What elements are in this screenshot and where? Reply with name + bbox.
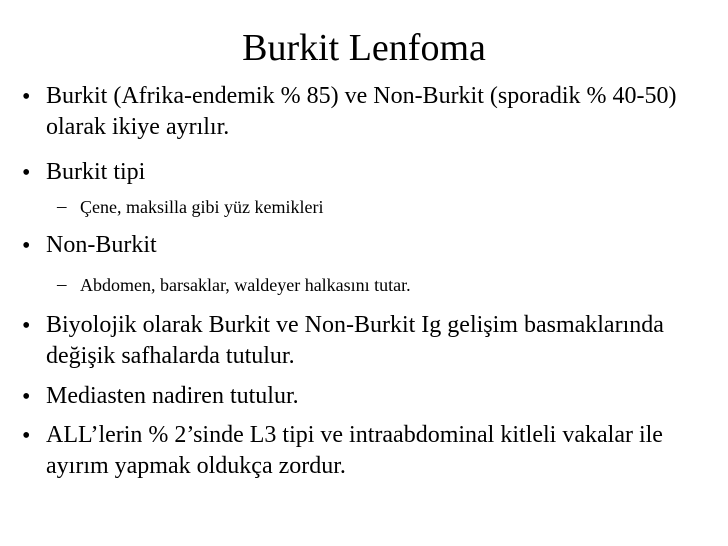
bullet-marker: •	[22, 84, 31, 110]
bullet-marker: •	[22, 313, 31, 339]
bullet-text: Biyolojik olarak Burkit ve Non-Burkit Ig gelişim basmaklarında değişik safhalarda tutulur.	[46, 312, 664, 369]
sub-bullet-text: Abdomen, barsaklar, waldeyer halkasını tutar.	[80, 275, 411, 295]
bullet-marker: •	[22, 423, 31, 449]
bullet-marker: •	[22, 160, 31, 186]
bullet-text: Burkit (Afrika-endemik % 85) ve Non-Burkit (sporadik % 40-50) olarak ikiye ayrılır.	[46, 83, 677, 140]
sub-bullet-marker: –	[57, 196, 67, 217]
sub-bullet-text: Çene, maksilla gibi yüz kemikleri	[80, 197, 324, 217]
bullet-text: Burkit tipi	[46, 159, 146, 185]
bullet-text: ALL’lerin % 2’sinde L3 tipi ve intraabdominal kitleli vakalar ile ayırım yapmak oldukça zordur.	[46, 422, 663, 479]
bullet-text: Mediasten nadiren tutulur.	[46, 383, 299, 409]
bullet-marker: •	[22, 384, 31, 410]
sub-bullet-marker: –	[57, 274, 67, 295]
bullet-text: Non-Burkit	[46, 232, 157, 258]
slide-title: Burkit Lenfoma	[242, 27, 486, 69]
bullet-marker: •	[22, 233, 31, 259]
